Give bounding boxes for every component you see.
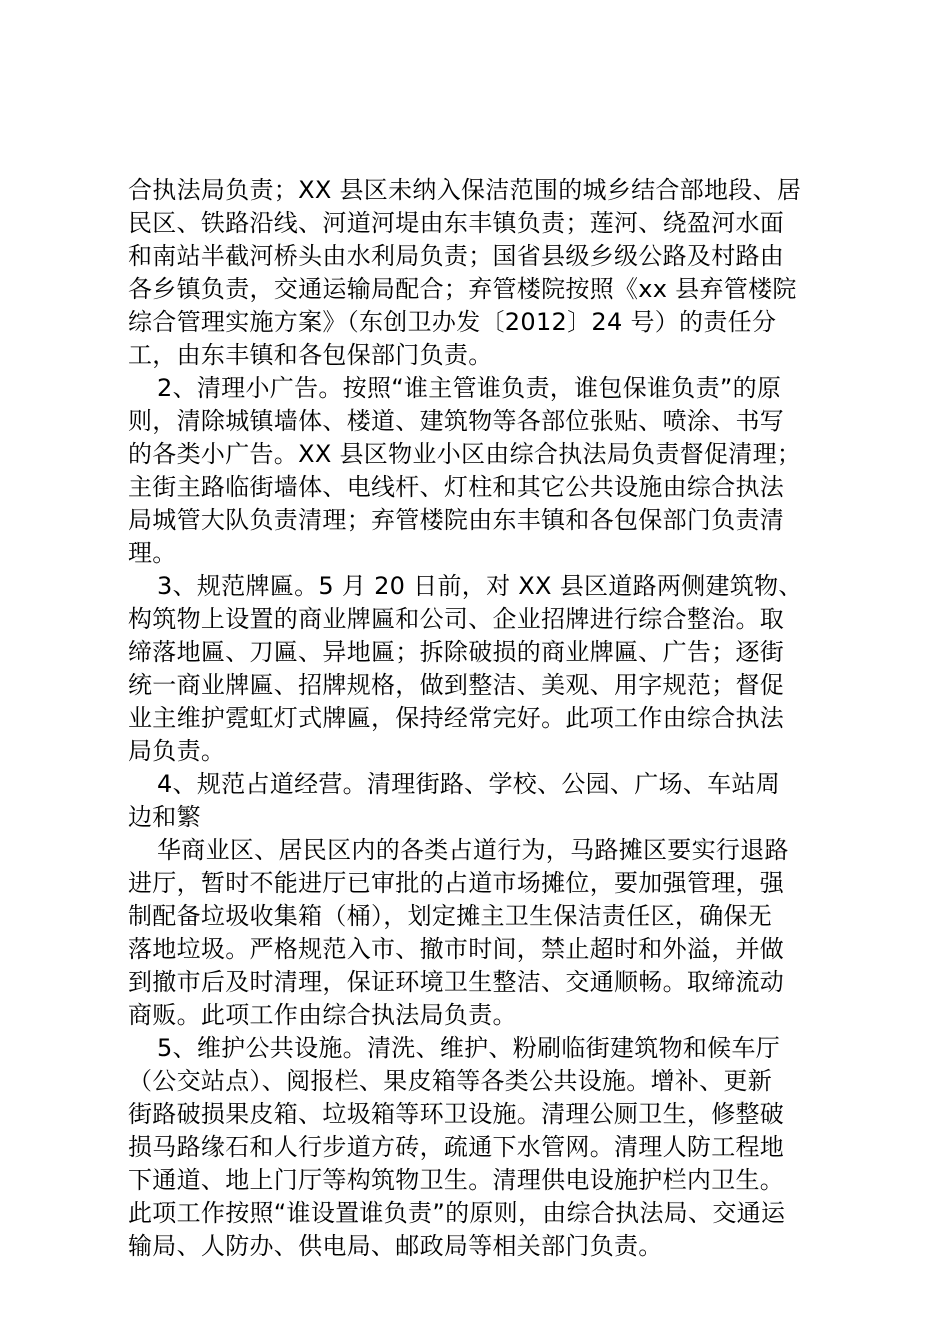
- text-line: 综合管理实施方案》（东创卫办发〔2012〕24 号）的责任分: [128, 308, 777, 336]
- text-line: 和南站半截河桥头由水利局负责；国省县级乡级公路及村路由: [128, 242, 785, 270]
- text-line: 局负责。: [128, 737, 226, 765]
- text-line: 各乡镇负责，交通运输局配合；弃管楼院按照《xx 县弃管楼院: [128, 275, 797, 303]
- text-line: 进厅，暂时不能进厅已审批的占道市场摊位，要加强管理，强: [128, 869, 785, 897]
- text-line: 缔落地匾、刀匾、异地匾；拆除破损的商业牌匾、广告；逐街: [128, 638, 785, 666]
- text-line: 损马路缘石和人行步道方砖，疏通下水管网。清理人防工程地: [128, 1133, 785, 1161]
- text-line: 主街主路临街墙体、电线杆、灯柱和其它公共设施由综合执法: [128, 473, 785, 501]
- text-line: 工，由东丰镇和各包保部门负责。: [128, 341, 493, 369]
- text-line: 4、规范占道经营。清理街路、学校、公园、广场、车站周: [157, 770, 781, 798]
- text-line: 商贩。此项工作由综合执法局负责。: [128, 1001, 517, 1029]
- text-line: 落地垃圾。严格规范入市、撤市时间，禁止超时和外溢，并做: [128, 935, 785, 963]
- text-line: 5、维护公共设施。清洗、维护、粉刷临街建筑物和候车厅: [157, 1034, 781, 1062]
- text-line: 边和繁: [128, 803, 201, 831]
- text-line: 华商业区、居民区内的各类占道行为，马路摊区要实行退路: [157, 836, 789, 864]
- text-line: 下通道、地上门厅等构筑物卫生。清理供电设施护栏内卫生。: [128, 1166, 785, 1194]
- text-line: 2、清理小广告。按照“谁主管谁负责，谁包保谁负责”的原: [157, 374, 782, 402]
- text-line: 此项工作按照“谁设置谁负责”的原则，由综合执法局、交通运: [128, 1199, 786, 1227]
- text-line: 业主维护霓虹灯式牌匾，保持经常完好。此项工作由综合执法: [128, 704, 785, 732]
- text-line: 到撤市后及时清理，保证环境卫生整洁、交通顺畅。取缔流动: [128, 968, 785, 996]
- text-line: 统一商业牌匾、招牌规格，做到整洁、美观、用字规范；督促: [128, 671, 785, 699]
- text-line: 制配备垃圾收集箱（桶），划定摊主卫生保洁责任区，确保无: [128, 902, 773, 930]
- document-body: [128, 174, 828, 1263]
- text-line: 的各类小广告。XX 县区物业小区由综合执法局负责督促清理；: [128, 440, 802, 468]
- text-line: （公交站点）、阅报栏、果皮箱等各类公共设施。增补、更新: [128, 1067, 773, 1095]
- text-line: 构筑物上设置的商业牌匾和公司、企业招牌进行综合整治。取: [128, 605, 785, 633]
- text-line: 则，清除城镇墙体、楼道、建筑物等各部位张贴、喷涂、书写: [128, 407, 785, 435]
- text-line: 合执法局负责；XX 县区未纳入保洁范围的城乡结合部地段、居: [128, 176, 802, 204]
- text-line: 输局、人防办、供电局、邮政局等相关部门负责。: [128, 1232, 663, 1260]
- text-line: 民区、铁路沿线、河道河堤由东丰镇负责；莲河、绕盈河水面: [128, 209, 785, 237]
- text-line: 理。: [128, 539, 177, 567]
- text-line: 街路破损果皮箱、垃圾箱等环卫设施。清理公厕卫生，修整破: [128, 1100, 785, 1128]
- text-line: 3、规范牌匾。5 月 20 日前，对 XX 县区道路两侧建筑物、: [157, 572, 803, 600]
- text-line: 局城管大队负责清理；弃管楼院由东丰镇和各包保部门负责清: [128, 506, 785, 534]
